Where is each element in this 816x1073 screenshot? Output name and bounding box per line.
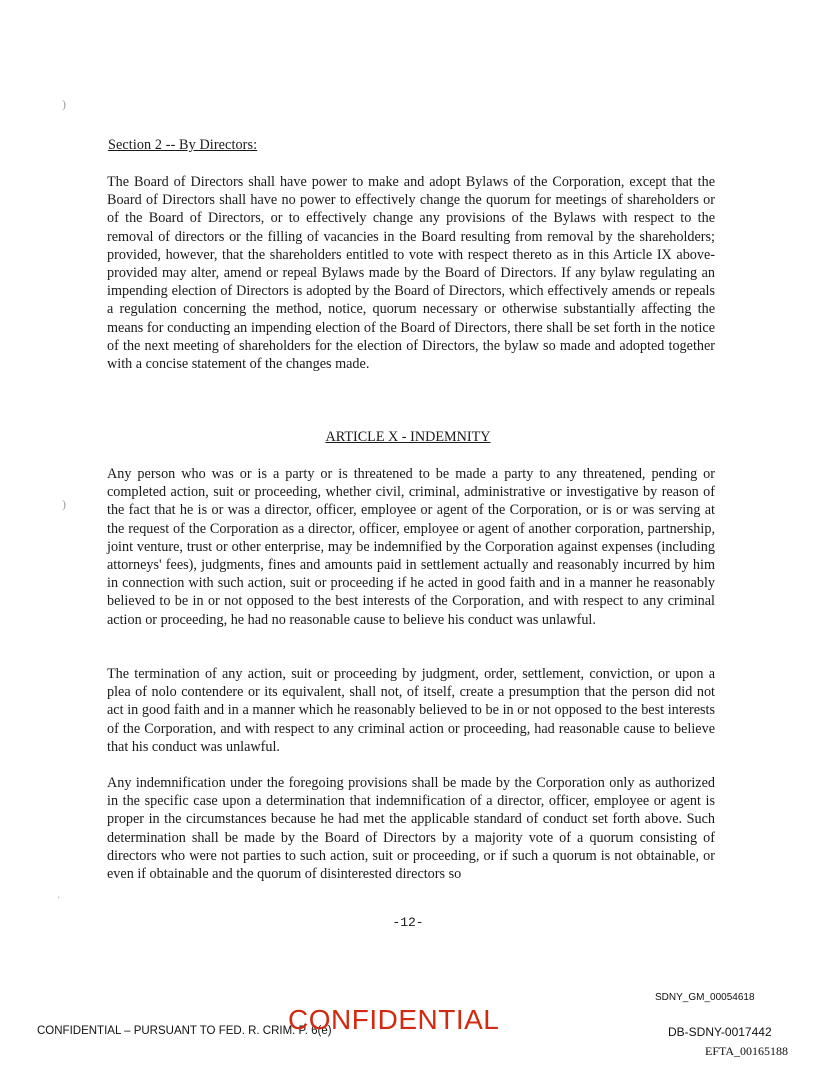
article-paragraph-1: Any person who was or is a party or is threatened to be made a party to any threatened, pending or completed action, suit or proceeding, whether civil, criminal, administrative or investigative by reason of the fact that he is or was a director, officer, employee or agent of the Corporation, or is or was serving at the request of the Corporation as a director, officer, employee or agent of another corporation, partnership, joint venture, trust or other enterprise, may be indemnified by the Corporation against expenses (including attorneys' fees), judgments, fines and amounts paid in settlement actually and reasonably incurred by him in connection with such action, suit or proceeding if he acted in good faith and in a manner he reasonably believed to be in or not opposed to the best interests of the Corporation, and with respect to any criminal action or proceeding, he had no reasonable cause to believe his conduct was unlawful. — [107, 466, 715, 628]
margin-mark: ' — [58, 895, 60, 905]
bates-number-stamp: DB-SDNY-0017442 — [668, 1025, 772, 1039]
margin-mark: ) — [62, 497, 66, 511]
efta-number-stamp: EFTA_00165188 — [705, 1044, 789, 1058]
section-paragraph: The Board of Directors shall have power to make and adopt Bylaws of the Corporation, except that the Board of Directors shall have no power to effectively change the quorum for meetings of shareholders or of the Board of Directors, or to effectively change any provisions of the Bylaws with respect to the removal of directors or the filling of vacancies in the Board resulting from removal by the shareholders; provided, however, that the shareholders entitled to vote with respect thereto as in this Article IX above-provided may alter, amend or repeal Bylaws made by the Board of Directors. If any bylaw regulating an impending election of Directors is adopted by the Board of Directors, which effectively amends or repeals a regulation concerning the method, notice, quorum necessary or otherwise substantially affecting the means for conducting an impending election of the Board of Directors, there shall be set forth in the notice of the next meeting of shareholders for the election of Directors, the bylaw so made and adopted together with a concise statement of the changes made. — [107, 174, 715, 373]
control-number-stamp: SDNY_GM_00054618 — [655, 992, 755, 1003]
article-heading: ARTICLE X - INDEMNITY — [325, 429, 491, 445]
section-heading: Section 2 -- By Directors: — [108, 137, 258, 153]
confidential-footer: CONFIDENTIAL – PURSUANT TO FED. R. CRIM. P. 6(e) — [37, 1025, 332, 1037]
confidential-overlay-stamp: CONFIDENTIAL — [288, 1004, 500, 1035]
article-paragraph-2: The termination of any action, suit or proceeding by judgment, order, settlement, conviction, or upon a plea of nolo contendere or its equivalent, shall not, of itself, create a presumption that the person did not act in good faith and in a manner which he reasonably believed to be in or not opposed to the best interests of the Corporation, and with respect to any criminal action or proceeding, had reasonable cause to believe that his conduct was unlawful. — [107, 666, 715, 755]
article-paragraph-3: Any indemnification under the foregoing provisions shall be made by the Corporation only as authorized in the specific case upon a determination that indemnification of a director, officer, employee or agent is proper in the circumstances because he had met the applicable standard of conduct set forth above. Such determination shall be made by the Board of Directors by a majority vote of a quorum consisting of directors who were not parties to such action, suit or proceeding, or if such a quorum is not obtainable, or even if obtainable and the quorum of disinterested directors so — [107, 775, 715, 883]
page-number: -12- — [392, 915, 424, 930]
margin-mark: ) — [62, 97, 66, 111]
